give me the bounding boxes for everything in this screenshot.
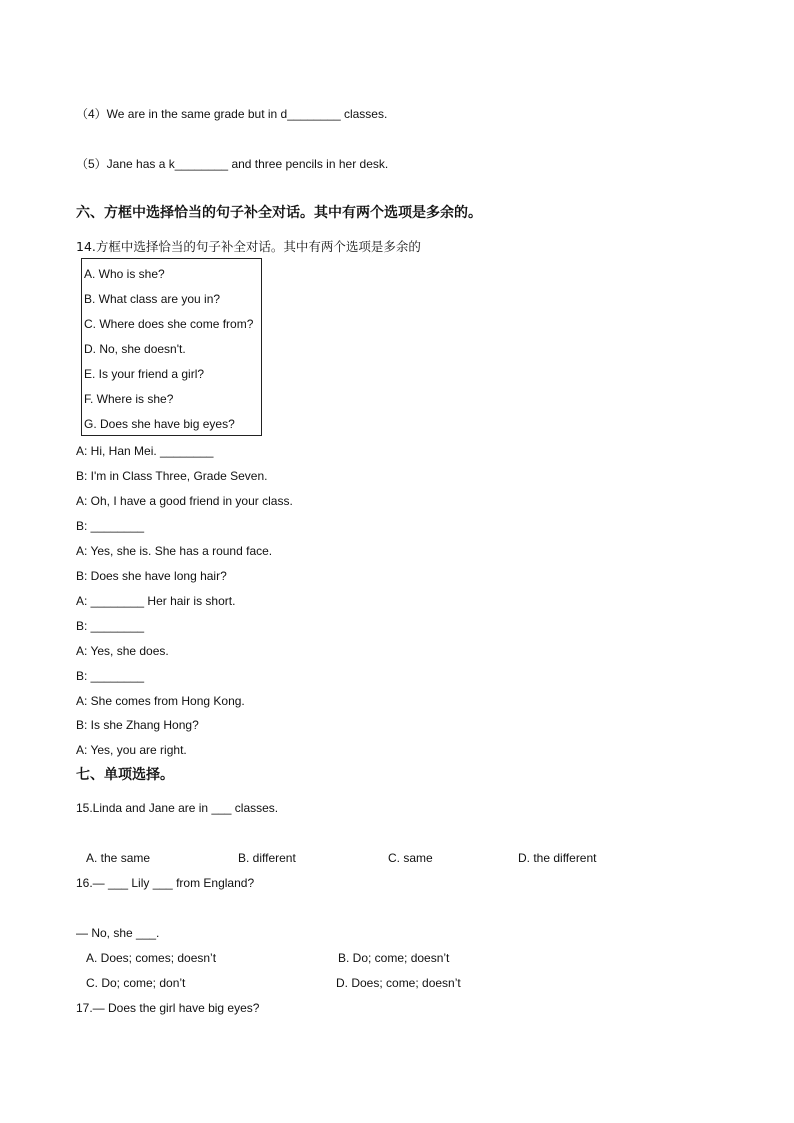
dialogue-line: B: ________ xyxy=(76,619,145,633)
q15-option-b: B. different xyxy=(238,851,296,865)
option-g: G. Does she have big eyes? xyxy=(84,417,235,431)
q15-option-a: A. the same xyxy=(86,851,151,865)
question-14-title: 14.方框中选择恰当的句子补全对话。其中有两个选项是多余的 xyxy=(76,239,421,254)
option-e: E. Is your friend a girl? xyxy=(84,367,205,381)
option-a: A. Who is she? xyxy=(84,267,165,281)
q15-option-d: D. the different xyxy=(518,851,597,865)
section-7-heading: 七、单项选择。 xyxy=(76,767,174,783)
dialogue-line: A: Hi, Han Mei. ________ xyxy=(76,444,214,458)
q16-option-a: A. Does; comes; doesn’t xyxy=(86,951,217,965)
option-c: C. Where does she come from? xyxy=(84,317,254,331)
dialogue-line: B: Is she Zhang Hong? xyxy=(76,718,199,732)
q16-option-d: D. Does; come; doesn’t xyxy=(336,976,461,990)
question-16-reply: — No, she ___. xyxy=(76,926,160,940)
options-box xyxy=(81,258,262,436)
section-6-heading: 六、方框中选择恰当的句子补全对话。其中有两个选项是多余的。 xyxy=(76,205,482,221)
dialogue-line: A: Yes, she is. She has a round face. xyxy=(76,544,273,558)
question-17-stem: 17.— Does the girl have big eyes? xyxy=(76,1001,260,1015)
dialogue-line: B: Does she have long hair? xyxy=(76,569,227,583)
dialogue-line: B: ________ xyxy=(76,669,145,683)
dialogue-line: B: I'm in Class Three, Grade Seven. xyxy=(76,469,268,483)
option-d: D. No, she doesn't. xyxy=(84,342,186,356)
dialogue-line: A: She comes from Hong Kong. xyxy=(76,694,245,708)
q15-option-c: C. same xyxy=(388,851,433,865)
option-f: F. Where is she? xyxy=(84,392,174,406)
dialogue-line: A: ________ Her hair is short. xyxy=(76,594,236,608)
option-b: B. What class are you in? xyxy=(84,292,221,306)
q16-option-b: B. Do; come; doesn’t xyxy=(338,951,450,965)
dialogue-line: B: ________ xyxy=(76,519,145,533)
dialogue-line: A: Yes, you are right. xyxy=(76,743,187,757)
q16-option-c: C. Do; come; don’t xyxy=(86,976,186,990)
question-16-stem: 16.— ___ Lily ___ from England? xyxy=(76,876,255,890)
question-5: （5）Jane has a k________ and three pencils in her desk. xyxy=(76,157,389,171)
question-4: （4）We are in the same grade but in d________ classes. xyxy=(76,107,388,121)
dialogue-line: A: Yes, she does. xyxy=(76,644,169,658)
dialogue-line: A: Oh, I have a good friend in your class. xyxy=(76,494,293,508)
question-15-stem: 15.Linda and Jane are in ___ classes. xyxy=(76,801,279,815)
